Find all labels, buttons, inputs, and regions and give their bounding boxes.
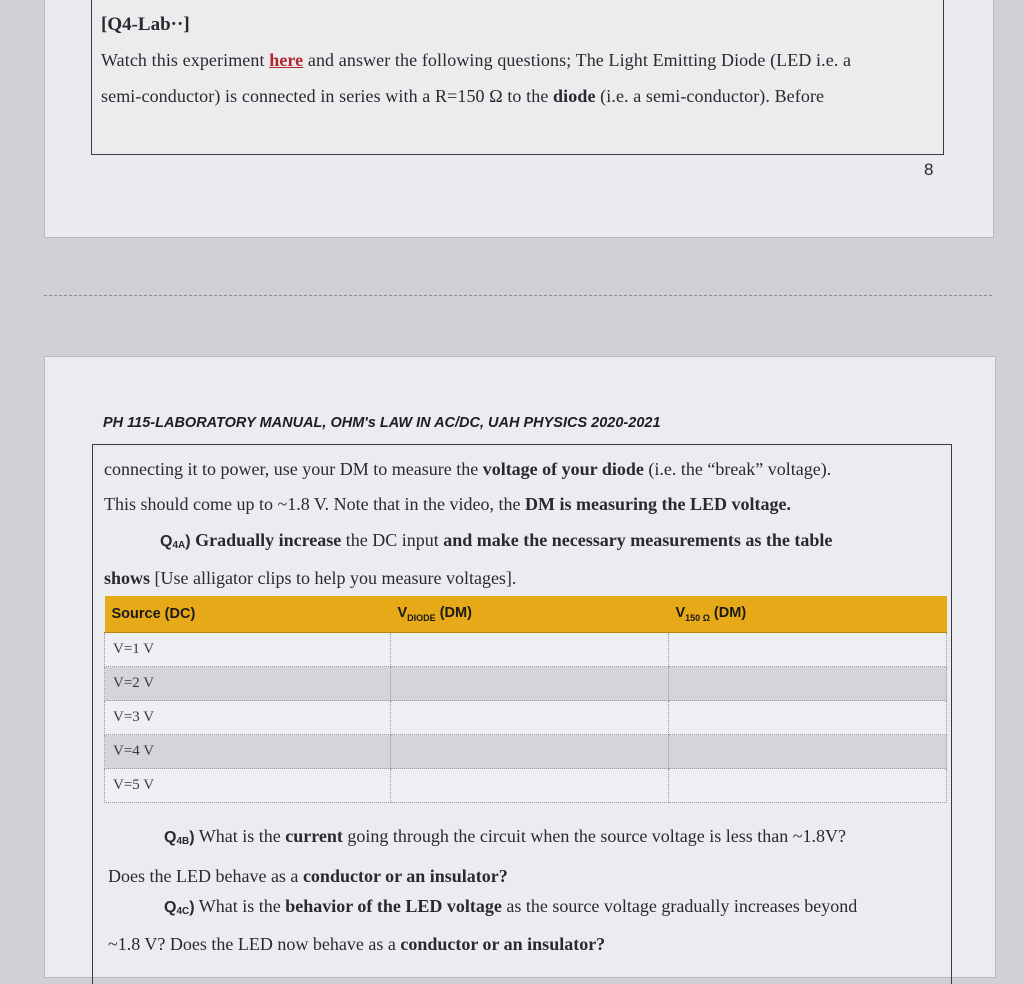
q4b-label: $Q_{4B}$) [164,829,195,847]
page1-line-1: Watch this experiment here and answer the following questions; The Light Emitting Diode (LED i.e. a [101,50,852,70]
table-header-row [105,596,947,633]
page-break-divider [44,295,992,296]
resistor-voltage-cell[interactable] [669,667,947,701]
q4-question-box [91,0,944,155]
q4c-line: $Q_{4C}$) What is the behavior of the LED voltage as the source voltage gradually increases beyond [164,896,858,917]
measurement-table [104,596,947,803]
page-header: PH 115-LABORATORY MANUAL, OHM's LAW IN AC/DC, UAH PHYSICS 2020-2021 [103,415,661,431]
paragraph-line-7: Does the LED behave as a conductor or an insulator? [108,866,508,886]
q4b-line: $Q_{4B}$) What is the current going through the circuit when the source voltage is less than ~1.8V? [164,826,847,847]
resistor-voltage-cell[interactable] [669,769,947,803]
q4a-line: $Q_{4A}$) Gradually increase the DC input and make the necessary measurements as the table [160,530,833,551]
diode-voltage-cell[interactable] [391,769,669,803]
paragraph-line-2: This should come up to ~1.8 V. Note that in the video, the DM is measuring the LED voltage. [104,494,792,514]
header-v-diode: $V_{DIODE}$ (DM) [391,596,669,633]
diode-voltage-cell[interactable] [391,667,669,701]
source-cell: V=1 V [105,633,391,667]
paragraph-line-4: shows [Use alligator clips to help you measure voltages]. [104,568,517,588]
table-row [105,633,947,667]
q4-title: [Q4-Lab··] [101,14,190,35]
resistor-voltage-cell[interactable] [669,701,947,735]
page1-line-2: semi-conductor) is connected in series with a R=150 Ω to the diode (i.e. a semi-conductor). Before [101,86,825,106]
resistor-voltage-cell[interactable] [669,633,947,667]
diode-voltage-cell[interactable] [391,633,669,667]
q4a-label: $Q_{4A}$) [160,533,191,551]
source-cell: V=3 V [105,701,391,735]
header-v-150-ohm: $V_{150 \Omega}$ (DM) [669,596,947,633]
paragraph-line-1: connecting it to power, use your DM to measure the voltage of your diode (i.e. the “break” voltage). [104,459,832,479]
header-source: Source (DC) [105,596,391,633]
resistor-voltage-cell[interactable] [669,735,947,769]
table-row [105,769,947,803]
paragraph-line-9: ~1.8 V? Does the LED now behave as a conductor or an insulator? [108,934,606,954]
q4c-label: $Q_{4C}$) [164,899,195,917]
experiment-video-link[interactable]: here [269,50,304,70]
diode-voltage-cell[interactable] [391,701,669,735]
table-row [105,701,947,735]
diode-voltage-cell[interactable] [391,735,669,769]
table-row [105,667,947,701]
source-cell: V=2 V [105,667,391,701]
source-cell: V=4 V [105,735,391,769]
table-row [105,735,947,769]
source-cell: V=5 V [105,769,391,803]
page-number: 8 [924,160,934,179]
